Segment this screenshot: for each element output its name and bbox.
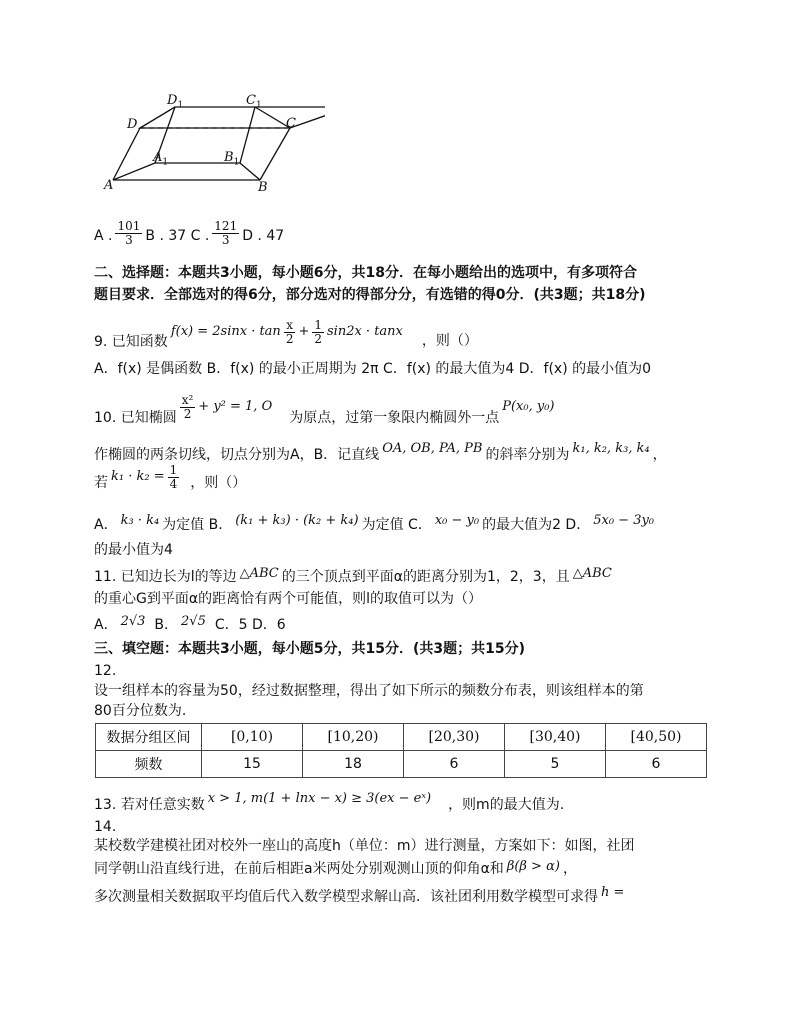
q13-stem	[94, 790, 564, 814]
q10-line2-b: 的斜率分别为	[485, 447, 570, 463]
label-b1: $B_1$	[224, 150, 240, 168]
q14-line2	[94, 858, 577, 878]
table-header-row	[96, 724, 707, 751]
q10-opt-a: A．	[94, 517, 118, 533]
label-b: B	[258, 180, 268, 195]
q10-opt-a-expr: k₃ · k₄	[120, 513, 160, 528]
q9-plus: +	[298, 324, 310, 339]
q10-opt-a-txt: 为定值 B．	[162, 517, 233, 533]
section3-heading: 三、填空题：本题共3小题，每小题5分，共15分．(共3题；共15分)	[94, 641, 525, 657]
table-interval: [0,10)	[202, 724, 303, 751]
prism-figure	[95, 85, 325, 200]
label-a: A	[104, 178, 114, 193]
table-count: 15	[202, 751, 303, 778]
q14-number: 14.	[94, 819, 117, 835]
q10-line2-a: 作椭圆的两条切线，切点分别为A，B．记直线	[94, 447, 380, 463]
q12-line2: 80百分位数为.	[94, 703, 187, 719]
prism-edge-a-a1	[113, 163, 155, 180]
q14-line3	[94, 884, 624, 906]
q12-number: 12.	[94, 663, 117, 679]
q8-options	[94, 220, 284, 247]
q11-opt-a: A．	[94, 617, 118, 633]
label-c1: $C_1$	[246, 93, 262, 111]
q14-line1: 某校数学建模社团对校外一座山的高度h（单位：m）进行测量，方案如下：如图，社团	[94, 838, 635, 854]
q11-line1-b: 的三个顶点到平面α的距离分别为1，2，3，且	[281, 569, 570, 585]
q8-option-b: B . 37 C .	[145, 228, 210, 244]
q10-opt-b-expr: (k₁ + k₃) · (k₂ + k₄)	[235, 513, 359, 528]
q11-triangle-2: △ABC	[572, 566, 612, 581]
label-c: C	[286, 116, 296, 131]
q13-formula: x > 1, m(1 + lnx − x) ≥ 3(ex − eˣ)	[207, 791, 432, 806]
table-row	[96, 751, 707, 778]
table-interval: [30,40)	[505, 724, 606, 751]
q12-line1: 设一组样本的容量为50，经过数据整理，得出了如下所示的频数分布表，则该组样本的第	[94, 683, 644, 699]
q10-opt-d-expr: 5x₀ − 3y₀	[593, 513, 655, 528]
q8-option-a-label: A .	[94, 228, 113, 244]
q9-options: A．f(x) 是偶函数 B．f(x) 的最小正周期为 2π C．f(x) 的最大值为4 D．f(x) 的最小值为0	[94, 361, 652, 377]
q13-prefix: 13. 若对任意实数	[94, 797, 205, 813]
q10-ellipse-frac: $\frac{\text{x²}}{2}$	[181, 392, 194, 421]
q10-options	[94, 512, 654, 534]
q11-opt-a-expr: 2√3	[120, 614, 146, 629]
q11-line1-a: 11. 已知边长为l的等边	[94, 569, 237, 585]
q10-line1	[94, 387, 555, 427]
q8-option-d: D . 47	[242, 228, 285, 244]
q10-lines: OA, OB, PA, PB	[382, 441, 483, 456]
q10-line3	[94, 462, 246, 492]
frequency-table	[95, 723, 707, 778]
q8-option-a-frac: $\frac{101}{3}$	[117, 219, 141, 247]
prism-edge-b-b1	[240, 163, 260, 180]
table-interval: [20,30)	[404, 724, 505, 751]
q13-suffix: ，则m的最大值为.	[448, 797, 565, 813]
q11-options	[94, 613, 286, 634]
prism-edge-c1-b1	[240, 107, 255, 163]
table-count: 6	[404, 751, 505, 778]
q8-option-c-frac: $\frac{121}{3}$	[214, 219, 238, 247]
q9-formula-right: sin2x · tanx	[327, 324, 403, 339]
q10-opt-d-tail: 的最小值为4	[94, 542, 173, 558]
q14-line2-b: ，	[562, 861, 577, 877]
q10-line3-b: ，则（）	[190, 475, 247, 491]
table-count: 6	[606, 751, 707, 778]
prism-edge-b-c	[260, 128, 290, 180]
q10-mid: 为原点，过第一象限内椭圆外一点	[289, 410, 500, 426]
table-count: 5	[505, 751, 606, 778]
table-row-label: 频数	[96, 751, 202, 778]
q9-frac1: $\frac{x}{2}$	[285, 317, 294, 346]
q9-suffix: ，则（）	[421, 333, 478, 349]
q10-opt-c-txt: 的最大值为2 D．	[482, 517, 591, 533]
table-interval: [40,50)	[606, 724, 707, 751]
q14-line2-expr: β(β > α)	[506, 859, 560, 874]
q10-line2	[94, 440, 667, 464]
label-d: D	[127, 117, 138, 132]
q11-opt-rest: C．5 D．6	[214, 617, 286, 633]
table-count: 18	[303, 751, 404, 778]
table-header-label: 数据分组区间	[96, 724, 202, 751]
q10-opt-b-txt: 为定值 C．	[361, 517, 432, 533]
q11-line2: 的重心G到平面α的距离恰有两个可能值，则l的取值可以为（）	[94, 591, 482, 607]
label-d1: $D_1$	[167, 93, 184, 111]
table-interval: [10,20)	[303, 724, 404, 751]
q14-line2-a: 同学朝山沿直线行进，在前后相距a米两处分别观测山顶的仰角α和	[94, 861, 504, 877]
q10-ellipse-rest: + y² = 1, O	[198, 399, 273, 414]
q11-opt-b-expr: 2√5	[181, 614, 206, 629]
q10-line2-c: ，	[652, 447, 667, 463]
q14-line3-expr: h =	[601, 885, 625, 900]
q10-prefix: 10. 已知椭圆	[94, 410, 177, 426]
q9-prefix: 9. 已知函数	[94, 334, 168, 350]
q11-line1	[94, 565, 612, 586]
section2-line2: 题目要求．全部选对的得6分，部分选对的得部分分，有选错的得0分．(共3题；共18分)	[94, 287, 646, 303]
q9-formula-left: f(x) = 2sinx · tan	[170, 324, 281, 339]
q9-frac2: $\frac{1}{2}$	[314, 317, 322, 346]
q14-line3-a: 多次测量相关数据取平均值后代入数学模型求解山高．该社团利用数学模型可求得	[94, 889, 598, 905]
prism-edge-a-d	[113, 128, 140, 180]
section2-line1: 二、选择题：本题共3小题，每小题6分，共18分．在每小题给出的选项中，有多项符合	[94, 265, 637, 281]
q10-cond-left: k₁ · k₂ =	[111, 469, 165, 484]
q10-line3-a: 若	[94, 475, 108, 491]
q10-point: P(x₀, y₀)	[502, 399, 555, 414]
q10-cond-frac: $\frac{1}{4}$	[169, 462, 178, 491]
q10-slopes: k₁, k₂, k₃, k₄	[572, 441, 650, 456]
q9-stem	[94, 313, 478, 351]
q11-opt-b: B．	[154, 617, 179, 633]
q10-opt-c-expr: x₀ − y₀	[434, 513, 480, 528]
q11-triangle: △ABC	[239, 566, 279, 581]
label-a1: $A_1$	[153, 150, 169, 168]
